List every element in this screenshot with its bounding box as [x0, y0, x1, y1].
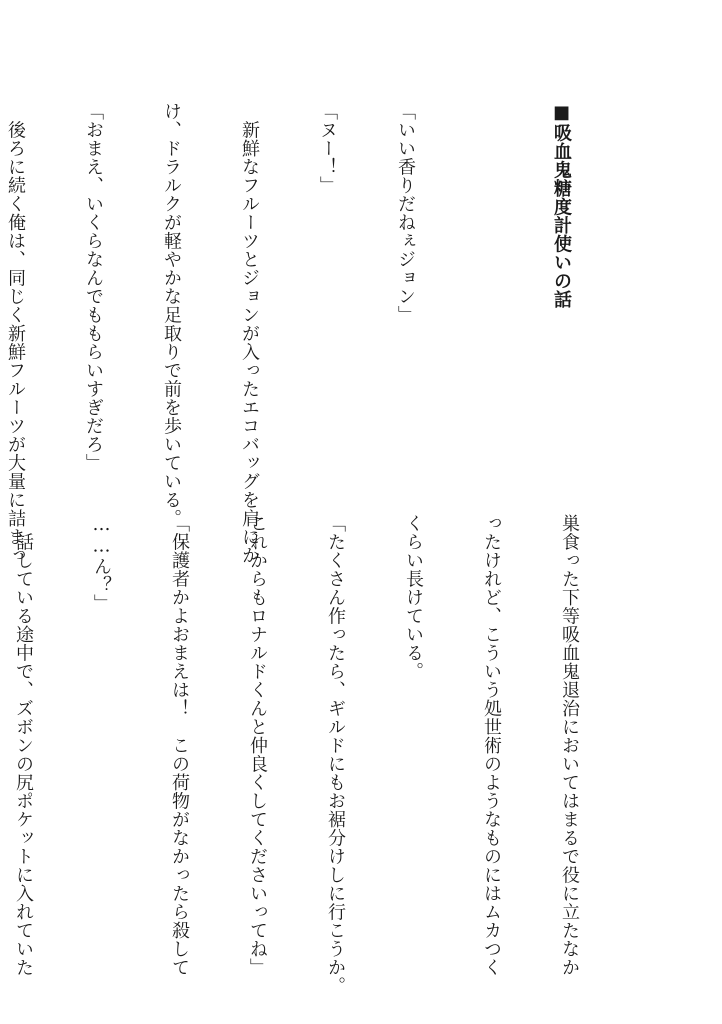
text-line: 「ヌー！」 — [317, 102, 338, 195]
text-line: 「たくさん作ったら、ギルドにもお裾分けしに行こうか。 — [325, 514, 346, 995]
text-line: 「いい香りだねぇジョン」 — [395, 102, 416, 324]
text-line: 新鮮なフルーツとジョンが入ったエコバッグを肩にか — [239, 102, 260, 565]
text-line: 話している途中で、ズボンの尻ポケットに入れていた — [13, 514, 34, 977]
text-line: 「保護者かよおまえは！ この荷物がなかったら殺して — [169, 514, 190, 977]
text-line: 巣食った下等吸血鬼退治においてはまるで役に立たなか — [559, 514, 580, 977]
upper-text-block — [5, 102, 626, 565]
text-line: 後ろに続く俺は、同じく新鮮フルーツが大量に詰まっ — [5, 102, 26, 565]
text-line: 「おまえ、いくらなんでももらいすぎだろ」 — [83, 102, 104, 472]
text-line: くらい長けている。 — [403, 514, 424, 681]
text-line: ……ん？」 — [91, 514, 112, 613]
lower-text-block — [13, 514, 634, 995]
chapter-title: ■吸血鬼糖度計使いの話 — [551, 102, 572, 309]
text-line: け、ドラルクが軽やかな足取りで前を歩いている。 — [161, 102, 182, 528]
text-line — [470, 102, 496, 497]
text-line: ったけれど、こういう処世術のようなものにはムカつく — [481, 514, 502, 977]
text-line: これからもロナルドくんと仲良くしてくださいってね」 — [247, 514, 268, 977]
